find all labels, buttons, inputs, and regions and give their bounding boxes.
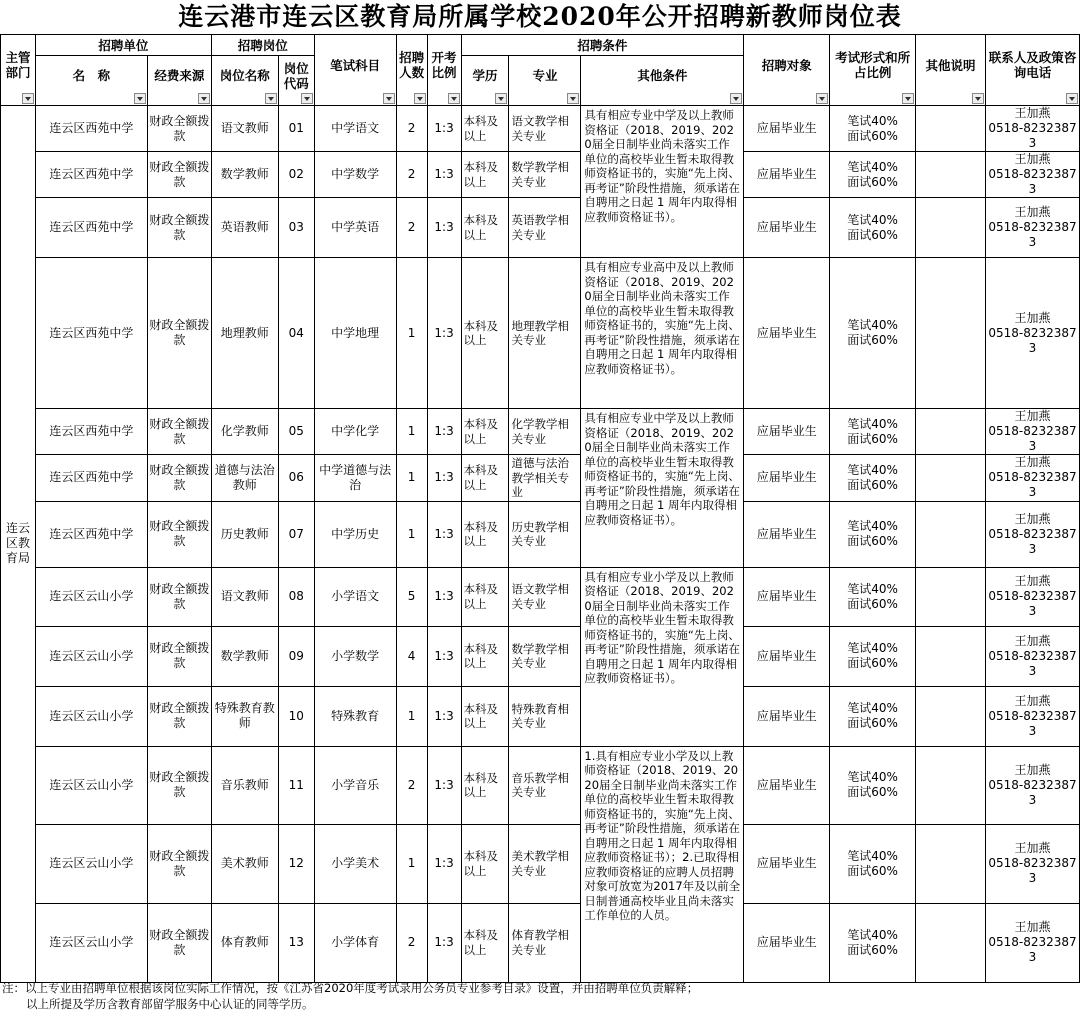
exam-interview: 面试60% (847, 596, 898, 611)
contact-phone: 0518-82323873 (988, 777, 1077, 807)
contact-phone: 0518-82323873 (988, 708, 1077, 738)
edu-cell: 本科及以上 (461, 152, 509, 198)
unit-name-cell: 连云区西苑中学 (35, 409, 147, 455)
other-conditions-cell: 具有相应专业中学及以上教师资格证（2018、2019、2020届全日制毕业尚未落实工作单位的高校毕业生暂未取得教师资格证书的，实施“先上岗、再考证”阶段性措施，须承诺在自聘用之日起 1 周年内取得相应教师资格证书）。 (581, 106, 744, 258)
unit-name-cell: 连云区云山小学 (35, 567, 147, 626)
target-cell: 应届毕业生 (744, 746, 830, 824)
subject-cell: 中学数学 (314, 152, 396, 198)
unit-name-cell: 连云区云山小学 (35, 626, 147, 686)
edu-cell: 本科及以上 (461, 409, 509, 455)
table-row (1, 746, 1080, 824)
contact-phone: 0518-82323873 (988, 220, 1077, 249)
edu-cell: 本科及以上 (461, 501, 509, 567)
contact-phone: 0518-82323873 (988, 526, 1077, 556)
recruitment-table (0, 34, 1080, 983)
table-row (1, 686, 1080, 746)
num-cell: 2 (396, 746, 427, 824)
header-post-code: 岗位代码 (278, 56, 314, 106)
post-code-cell: 11 (278, 746, 314, 824)
ratio-cell: 1:3 (427, 198, 461, 258)
ratio-cell: 1:3 (427, 106, 461, 152)
header-fund: 经费来源 (147, 56, 211, 106)
exam-cell (830, 686, 916, 746)
exam-cell (830, 106, 916, 152)
major-cell: 数学教学相关专业 (509, 152, 581, 198)
exam-interview: 面试60% (847, 716, 898, 730)
table-row (1, 198, 1080, 258)
major-cell: 特殊教育相关专业 (509, 686, 581, 746)
exam-written: 笔试40% (847, 770, 898, 784)
other-conditions-cell: 具有相应专业小学及以上教师资格证（2018、2019、2020届全日制毕业尚未落实工作单位的高校毕业生暂未取得教师资格证书的，实施“先上岗、再考证”阶段性措施，须承诺在自聘用之日起 1 周年内取得相应教师资格证书）。 (581, 567, 744, 746)
table-row (1, 626, 1080, 686)
fund-cell: 财政全额拨款 (147, 824, 211, 903)
footnote-line: 注：以上专业由招聘单位根据该岗位实际工作情况，按《江苏省2020年度考试录用公务员专业参考目录》设置，并由招聘单位负责解释； (2, 981, 699, 995)
post-name-cell: 语文教师 (211, 567, 278, 626)
table-row (1, 409, 1080, 455)
fund-cell: 财政全额拨款 (147, 198, 211, 258)
ratio-cell: 1:3 (427, 903, 461, 982)
exam-cell (830, 746, 916, 824)
major-cell: 英语教学相关专业 (509, 198, 581, 258)
header-exam: 考试形式和所占比例 (830, 35, 916, 106)
contact-cell (985, 903, 1079, 982)
target-cell: 应届毕业生 (744, 501, 830, 567)
unit-name-cell: 连云区云山小学 (35, 824, 147, 903)
subject-cell: 小学体育 (314, 903, 396, 982)
num-cell: 1 (396, 501, 427, 567)
subject-cell: 中学化学 (314, 409, 396, 455)
edu-cell: 本科及以上 (461, 824, 509, 903)
fund-cell: 财政全额拨款 (147, 626, 211, 686)
exam-written: 笔试40% (847, 519, 898, 533)
post-name-cell: 音乐教师 (211, 746, 278, 824)
contact-cell (985, 455, 1079, 502)
contact-phone: 0518-82323873 (988, 470, 1077, 500)
ratio-cell: 1:3 (427, 626, 461, 686)
exam-interview: 面试60% (847, 227, 898, 242)
major-cell: 化学教学相关专业 (509, 409, 581, 455)
num-cell: 1 (396, 455, 427, 502)
contact-name: 王加燕 (1014, 409, 1051, 423)
unit-name-cell: 连云区西苑中学 (35, 198, 147, 258)
contact-cell (985, 567, 1079, 626)
subject-cell: 中学语文 (314, 106, 396, 152)
contact-cell (985, 258, 1079, 409)
remark-cell (916, 746, 986, 824)
num-cell: 1 (396, 409, 427, 455)
ratio-cell: 1:3 (427, 152, 461, 198)
major-cell: 历史教学相关专业 (509, 501, 581, 567)
table-row (1, 501, 1080, 567)
target-cell: 应届毕业生 (744, 455, 830, 502)
fund-cell: 财政全额拨款 (147, 258, 211, 409)
major-cell: 音乐教学相关专业 (509, 746, 581, 824)
contact-name: 王加燕 (1014, 841, 1051, 855)
exam-written: 笔试40% (847, 701, 898, 715)
contact-phone: 0518-82323873 (988, 935, 1077, 964)
edu-cell: 本科及以上 (461, 626, 509, 686)
contact-cell (985, 824, 1079, 903)
post-code-cell: 05 (278, 409, 314, 455)
header-cond-group: 招聘条件 (461, 35, 744, 56)
header-ratio: 开考比例 (427, 35, 461, 106)
ratio-cell: 1:3 (427, 501, 461, 567)
subject-cell: 中学道德与法治 (314, 455, 396, 502)
post-code-cell: 13 (278, 903, 314, 982)
post-code-cell: 09 (278, 626, 314, 686)
exam-written: 笔试40% (847, 159, 898, 174)
contact-name: 王加燕 (1014, 633, 1051, 648)
num-cell: 4 (396, 626, 427, 686)
post-code-cell: 08 (278, 567, 314, 626)
remark-cell (916, 567, 986, 626)
post-name-cell: 语文教师 (211, 106, 278, 152)
major-cell: 数学教学相关专业 (509, 626, 581, 686)
contact-cell (985, 152, 1079, 198)
exam-interview: 面试60% (847, 477, 898, 492)
fund-cell: 财政全额拨款 (147, 501, 211, 567)
exam-written: 笔试40% (847, 212, 898, 227)
major-cell: 体育教学相关专业 (509, 903, 581, 982)
post-code-cell: 01 (278, 106, 314, 152)
contact-cell (985, 501, 1079, 567)
unit-name-cell: 连云区西苑中学 (35, 152, 147, 198)
contact-phone: 0518-82323873 (988, 121, 1077, 150)
remark-cell (916, 903, 986, 982)
subject-cell: 小学美术 (314, 824, 396, 903)
target-cell: 应届毕业生 (744, 824, 830, 903)
exam-cell (830, 567, 916, 626)
major-cell: 语文教学相关专业 (509, 567, 581, 626)
header-unit-name: 名 称 (35, 56, 147, 106)
fund-cell: 财政全额拨款 (147, 455, 211, 502)
remark-cell (916, 198, 986, 258)
contact-phone: 0518-82323873 (988, 325, 1077, 355)
contact-name: 王加燕 (1014, 310, 1051, 325)
major-cell: 美术教学相关专业 (509, 824, 581, 903)
remark-cell (916, 455, 986, 502)
num-cell: 1 (396, 686, 427, 746)
page-title: 连云港市连云区教育局所属学校2020年公开招聘新教师岗位表 (178, 2, 902, 31)
contact-name: 王加燕 (1014, 920, 1051, 934)
post-name-cell: 道德与法治教师 (211, 455, 278, 502)
target-cell: 应届毕业生 (744, 198, 830, 258)
num-cell: 5 (396, 567, 427, 626)
major-cell: 道德与法治教学相关专业 (509, 455, 581, 502)
header-remark: 其他说明 (916, 35, 986, 106)
edu-cell: 本科及以上 (461, 106, 509, 152)
contact-name: 王加燕 (1014, 205, 1051, 219)
exam-interview: 面试60% (847, 534, 898, 548)
edu-cell: 本科及以上 (461, 903, 509, 982)
post-name-cell: 英语教师 (211, 198, 278, 258)
unit-name-cell: 连云区云山小学 (35, 903, 147, 982)
header-dept: 主管部门 (1, 35, 36, 106)
exam-written: 笔试40% (847, 318, 898, 332)
num-cell: 2 (396, 903, 427, 982)
exam-cell (830, 258, 916, 409)
remark-cell (916, 409, 986, 455)
table-row (1, 152, 1080, 198)
filter-dropdown-icon[interactable] (1066, 93, 1078, 104)
other-conditions-cell: 具有相应专业高中及以上教师资格证（2018、2019、2020届全日制毕业尚未落实工作单位的高校毕业生暂未取得教师资格证书的，实施“先上岗、再考证”阶段性措施，须承诺在自聘用之日起 1 周年内取得相应教师资格证书）。 (581, 258, 744, 409)
other-conditions-cell: 具有相应专业中学及以上教师资格证（2018、2019、2020届全日制毕业尚未落实工作单位的高校毕业生暂未取得教师资格证书的，实施“先上岗、再考证”阶段性措施，须承诺在自聘用之日起 1 周年内取得相应教师资格证书）。 (581, 409, 744, 568)
header-subject: 笔试科目 (314, 35, 396, 106)
ratio-cell: 1:3 (427, 567, 461, 626)
post-code-cell: 12 (278, 824, 314, 903)
contact-name: 王加燕 (1014, 693, 1051, 708)
contact-name: 王加燕 (1014, 574, 1051, 588)
other-conditions-cell: 1.具有相应专业小学及以上教师资格证（2018、2019、2020届全日制毕业尚未落实工作单位的高校毕业生暂未取得教师资格证书的，实施“先上岗、再考证”阶段性措施，须承诺在自聘用之日起 1 周年内取得相应教师资格证书）；2.已取得相应教师资格证的应聘人员招聘对象可放宽为2017年及以前全日制普通高校毕业且尚未落实工作单位的人员。 (581, 746, 744, 982)
target-cell: 应届毕业生 (744, 567, 830, 626)
filter-dropdown-icon[interactable] (495, 93, 507, 104)
filter-dropdown-icon[interactable] (902, 93, 914, 104)
contact-cell (985, 409, 1079, 455)
filter-dropdown-icon[interactable] (816, 93, 828, 104)
footnote (2, 980, 1078, 1012)
filter-dropdown-icon[interactable] (730, 93, 742, 104)
subject-cell: 特殊教育 (314, 686, 396, 746)
filter-dropdown-icon[interactable] (134, 93, 146, 104)
unit-name-cell: 连云区西苑中学 (35, 455, 147, 502)
contact-name: 王加燕 (1014, 152, 1051, 166)
contact-name: 王加燕 (1014, 455, 1051, 470)
ratio-cell: 1:3 (427, 409, 461, 455)
remark-cell (916, 152, 986, 198)
filter-dropdown-icon[interactable] (448, 93, 460, 104)
exam-interview: 面试60% (847, 128, 898, 143)
exam-interview: 面试60% (847, 656, 898, 670)
num-cell: 2 (396, 152, 427, 198)
contact-name: 王加燕 (1014, 762, 1051, 777)
post-code-cell: 10 (278, 686, 314, 746)
exam-cell (830, 626, 916, 686)
filter-dropdown-icon[interactable] (198, 93, 210, 104)
exam-interview: 面试60% (847, 863, 898, 878)
table-row (1, 106, 1080, 152)
fund-cell: 财政全额拨款 (147, 686, 211, 746)
post-name-cell: 地理教师 (211, 258, 278, 409)
post-name-cell: 特殊教育教师 (211, 686, 278, 746)
target-cell: 应届毕业生 (744, 106, 830, 152)
num-cell: 1 (396, 824, 427, 903)
contact-phone: 0518-82323873 (988, 424, 1077, 453)
unit-name-cell: 连云区西苑中学 (35, 501, 147, 567)
unit-name-cell: 连云区云山小学 (35, 746, 147, 824)
remark-cell (916, 501, 986, 567)
fund-cell: 财政全额拨款 (147, 106, 211, 152)
exam-interview: 面试60% (847, 333, 898, 347)
exam-written: 笔试40% (847, 927, 898, 942)
header-other: 其他条件 (581, 56, 744, 106)
header-unit-group: 招聘单位 (35, 35, 211, 56)
target-cell: 应届毕业生 (744, 152, 830, 198)
contact-phone: 0518-82323873 (988, 167, 1077, 196)
filter-dropdown-icon[interactable] (383, 93, 395, 104)
remark-cell (916, 106, 986, 152)
post-code-cell: 02 (278, 152, 314, 198)
ratio-cell: 1:3 (427, 258, 461, 409)
target-cell: 应届毕业生 (744, 626, 830, 686)
edu-cell: 本科及以上 (461, 567, 509, 626)
exam-interview: 面试60% (847, 785, 898, 799)
target-cell: 应届毕业生 (744, 686, 830, 746)
filter-dropdown-icon[interactable] (22, 93, 34, 104)
exam-interview: 面试60% (847, 174, 898, 189)
post-name-cell: 美术教师 (211, 824, 278, 903)
remark-cell (916, 258, 986, 409)
contact-name: 王加燕 (1014, 511, 1051, 526)
post-name-cell: 化学教师 (211, 409, 278, 455)
header-post-name: 岗位名称 (211, 56, 278, 106)
unit-name-cell: 连云区西苑中学 (35, 258, 147, 409)
num-cell: 1 (396, 258, 427, 409)
exam-cell (830, 455, 916, 502)
contact-phone: 0518-82323873 (988, 648, 1077, 678)
fund-cell: 财政全额拨款 (147, 409, 211, 455)
post-name-cell: 数学教师 (211, 152, 278, 198)
subject-cell: 中学英语 (314, 198, 396, 258)
fund-cell: 财政全额拨款 (147, 152, 211, 198)
contact-cell (985, 198, 1079, 258)
exam-cell (830, 198, 916, 258)
table-row (1, 567, 1080, 626)
exam-cell (830, 501, 916, 567)
exam-cell (830, 152, 916, 198)
header-contact: 联系人及政策咨询电话 (985, 35, 1079, 106)
num-cell: 2 (396, 106, 427, 152)
contact-cell (985, 686, 1079, 746)
remark-cell (916, 626, 986, 686)
edu-cell: 本科及以上 (461, 198, 509, 258)
edu-cell: 本科及以上 (461, 258, 509, 409)
header-target: 招聘对象 (744, 35, 830, 106)
unit-name-cell: 连云区西苑中学 (35, 106, 147, 152)
fund-cell: 财政全额拨款 (147, 746, 211, 824)
num-cell: 2 (396, 198, 427, 258)
exam-interview: 面试60% (847, 431, 898, 446)
remark-cell (916, 686, 986, 746)
ratio-cell: 1:3 (427, 686, 461, 746)
footnote-line: 以上所提及学历含教育部留学服务中心认证的同等学历。 (26, 997, 314, 1011)
table-row (1, 455, 1080, 502)
exam-written: 笔试40% (847, 462, 898, 477)
post-name-cell: 历史教师 (211, 501, 278, 567)
filter-dropdown-icon[interactable] (265, 93, 277, 104)
contact-cell (985, 106, 1079, 152)
exam-written: 笔试40% (847, 113, 898, 128)
dept-cell: 连云区教育局 (1, 106, 36, 983)
filter-dropdown-icon[interactable] (414, 93, 426, 104)
post-code-cell: 03 (278, 198, 314, 258)
subject-cell: 中学历史 (314, 501, 396, 567)
post-name-cell: 数学教师 (211, 626, 278, 686)
target-cell: 应届毕业生 (744, 409, 830, 455)
major-cell: 语文教学相关专业 (509, 106, 581, 152)
target-cell: 应届毕业生 (744, 903, 830, 982)
subject-cell: 小学数学 (314, 626, 396, 686)
exam-cell (830, 824, 916, 903)
subject-cell: 小学音乐 (314, 746, 396, 824)
header-post-group: 招聘岗位 (211, 35, 314, 56)
header-num: 招聘人数 (396, 35, 427, 106)
post-name-cell: 体育教师 (211, 903, 278, 982)
exam-written: 笔试40% (847, 416, 898, 431)
contact-cell (985, 626, 1079, 686)
header-major: 专业 (509, 56, 581, 106)
ratio-cell: 1:3 (427, 455, 461, 502)
ratio-cell: 1:3 (427, 824, 461, 903)
subject-cell: 中学地理 (314, 258, 396, 409)
contact-cell (985, 746, 1079, 824)
unit-name-cell: 连云区云山小学 (35, 686, 147, 746)
exam-interview: 面试60% (847, 942, 898, 957)
fund-cell: 财政全额拨款 (147, 903, 211, 982)
post-code-cell: 06 (278, 455, 314, 502)
ratio-cell: 1:3 (427, 746, 461, 824)
filter-dropdown-icon[interactable] (972, 93, 984, 104)
table-row (1, 903, 1080, 982)
remark-cell (916, 824, 986, 903)
contact-name: 王加燕 (1014, 106, 1051, 120)
header-edu: 学历 (461, 56, 509, 106)
exam-written: 笔试40% (847, 581, 898, 596)
exam-cell (830, 409, 916, 455)
exam-written: 笔试40% (847, 848, 898, 863)
subject-cell: 小学语文 (314, 567, 396, 626)
contact-phone: 0518-82323873 (988, 856, 1077, 885)
filter-dropdown-icon[interactable] (301, 93, 313, 104)
post-code-cell: 07 (278, 501, 314, 567)
exam-written: 笔试40% (847, 641, 898, 655)
table-row (1, 824, 1080, 903)
edu-cell: 本科及以上 (461, 686, 509, 746)
table-row (1, 258, 1080, 409)
filter-dropdown-icon[interactable] (567, 93, 579, 104)
edu-cell: 本科及以上 (461, 746, 509, 824)
contact-phone: 0518-82323873 (988, 589, 1077, 618)
edu-cell: 本科及以上 (461, 455, 509, 502)
major-cell: 地理教学相关专业 (509, 258, 581, 409)
fund-cell: 财政全额拨款 (147, 567, 211, 626)
exam-cell (830, 903, 916, 982)
target-cell: 应届毕业生 (744, 258, 830, 409)
post-code-cell: 04 (278, 258, 314, 409)
